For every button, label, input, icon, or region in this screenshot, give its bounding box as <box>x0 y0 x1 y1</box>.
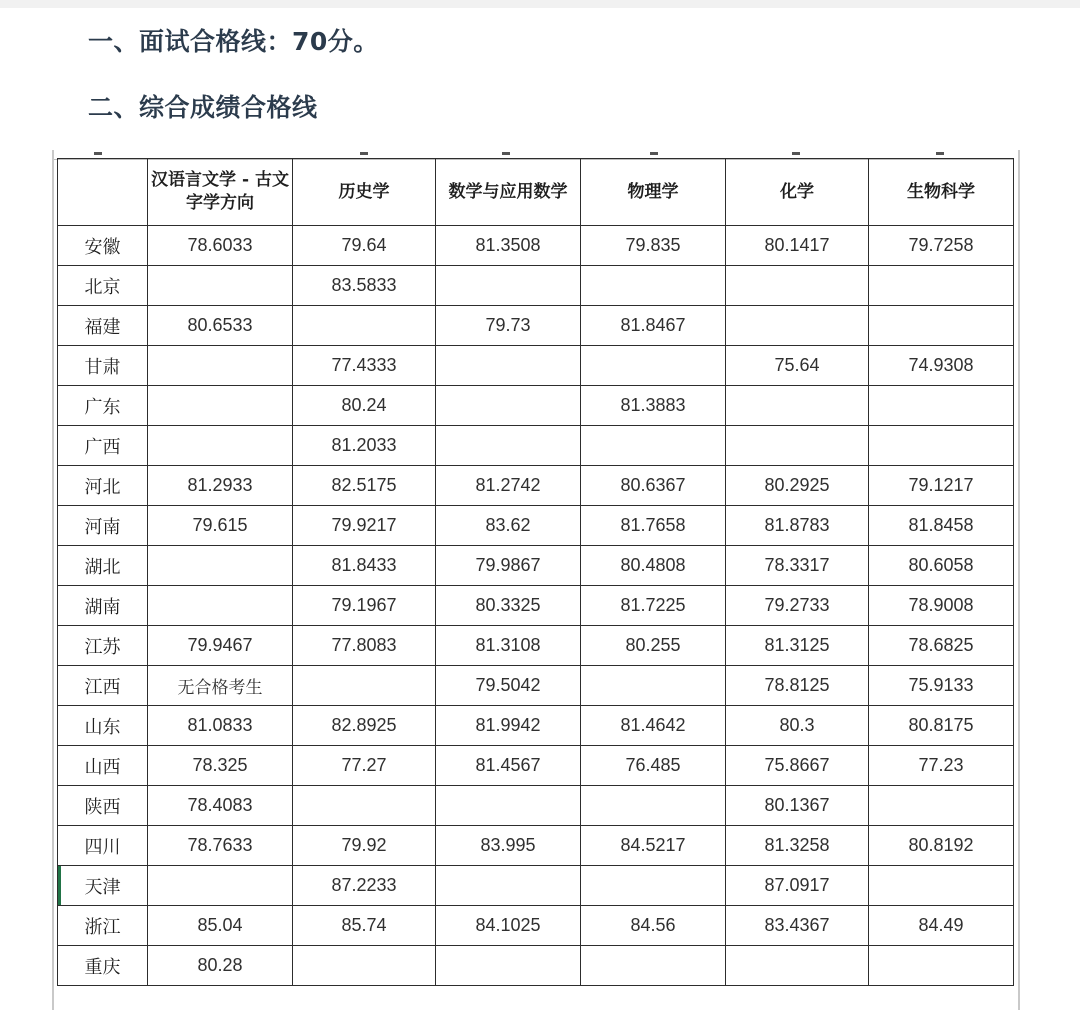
score-cell-history: 82.5175 <box>293 466 436 506</box>
score-cell-physics <box>581 346 726 386</box>
score-cell-history: 87.2233 <box>293 866 436 906</box>
column-header-province <box>58 159 148 226</box>
score-cell-history: 81.8433 <box>293 546 436 586</box>
score-cell-mathematics <box>436 946 581 986</box>
table-row <box>58 746 1014 786</box>
province-cell: 陕西 <box>58 786 148 826</box>
interview-passing-line-heading: 一、面试合格线：70分。 <box>88 27 379 56</box>
score-cell-biology <box>869 786 1014 826</box>
score-cell-physics: 84.5217 <box>581 826 726 866</box>
score-cell-biology: 78.6825 <box>869 626 1014 666</box>
score-cell-chemistry: 81.8783 <box>726 506 869 546</box>
score-cell-chemistry <box>726 266 869 306</box>
score-cell-chinese-paleography <box>148 386 293 426</box>
score-cell-chinese-paleography: 78.4083 <box>148 786 293 826</box>
score-cell-biology: 78.9008 <box>869 586 1014 626</box>
table-row <box>58 786 1014 826</box>
score-cell-biology <box>869 946 1014 986</box>
score-cell-mathematics <box>436 266 581 306</box>
score-cell-history: 82.8925 <box>293 706 436 746</box>
table-row <box>58 906 1014 946</box>
province-cell: 浙江 <box>58 906 148 946</box>
score-cell-history <box>293 786 436 826</box>
score-cell-chinese-paleography: 80.28 <box>148 946 293 986</box>
score-cell-chemistry: 83.4367 <box>726 906 869 946</box>
score-cell-biology: 81.8458 <box>869 506 1014 546</box>
composite-score-passing-line-heading: 二、综合成绩合格线 <box>88 93 318 122</box>
score-cell-biology <box>869 306 1014 346</box>
score-cell-mathematics: 83.62 <box>436 506 581 546</box>
score-cell-chinese-paleography <box>148 866 293 906</box>
score-cell-physics: 81.7658 <box>581 506 726 546</box>
score-cell-mathematics <box>436 866 581 906</box>
score-cell-biology <box>869 866 1014 906</box>
score-cell-mathematics: 81.9942 <box>436 706 581 746</box>
score-cell-chinese-paleography <box>148 346 293 386</box>
score-cell-chemistry: 75.8667 <box>726 746 869 786</box>
score-cell-history: 79.92 <box>293 826 436 866</box>
table-row <box>58 826 1014 866</box>
province-cell: 山西 <box>58 746 148 786</box>
score-cell-biology: 77.23 <box>869 746 1014 786</box>
score-cell-biology <box>869 426 1014 466</box>
score-cell-biology <box>869 266 1014 306</box>
table-row <box>58 946 1014 986</box>
score-cell-chinese-paleography <box>148 586 293 626</box>
province-cell: 安徽 <box>58 226 148 266</box>
table-row <box>58 426 1014 466</box>
score-cell-biology: 84.49 <box>869 906 1014 946</box>
score-cell-biology: 80.8175 <box>869 706 1014 746</box>
score-cell-chemistry <box>726 426 869 466</box>
score-cell-biology: 74.9308 <box>869 346 1014 386</box>
score-cell-history: 77.27 <box>293 746 436 786</box>
score-cell-chemistry: 80.3 <box>726 706 869 746</box>
score-cell-biology: 80.8192 <box>869 826 1014 866</box>
score-cell-biology: 80.6058 <box>869 546 1014 586</box>
column-header-history: 历史学 <box>293 159 436 226</box>
score-cell-chemistry: 78.3317 <box>726 546 869 586</box>
score-cell-biology: 79.1217 <box>869 466 1014 506</box>
score-cell-biology <box>869 386 1014 426</box>
score-cell-chemistry <box>726 386 869 426</box>
cropped-glyph-mark <box>650 152 658 155</box>
score-cell-chinese-paleography: 81.0833 <box>148 706 293 746</box>
province-cell: 河南 <box>58 506 148 546</box>
score-cell-history <box>293 666 436 706</box>
score-cell-chemistry: 87.0917 <box>726 866 869 906</box>
score-cell-chinese-paleography: 无合格考生 <box>148 666 293 706</box>
score-cell-chemistry: 80.1417 <box>726 226 869 266</box>
province-cell: 福建 <box>58 306 148 346</box>
cropped-glyph-mark <box>792 152 800 155</box>
score-cell-chinese-paleography: 79.615 <box>148 506 293 546</box>
table-row <box>58 466 1014 506</box>
score-cell-chinese-paleography: 78.325 <box>148 746 293 786</box>
score-cell-history: 83.5833 <box>293 266 436 306</box>
score-cell-mathematics: 81.3508 <box>436 226 581 266</box>
table-row <box>58 586 1014 626</box>
score-cell-chinese-paleography <box>148 546 293 586</box>
score-cell-history: 79.1967 <box>293 586 436 626</box>
score-cell-chinese-paleography: 81.2933 <box>148 466 293 506</box>
table-row <box>58 706 1014 746</box>
score-cell-chemistry: 78.8125 <box>726 666 869 706</box>
score-cell-physics: 84.56 <box>581 906 726 946</box>
table-row <box>58 346 1014 386</box>
score-cell-chemistry: 80.2925 <box>726 466 869 506</box>
score-cell-mathematics: 79.9867 <box>436 546 581 586</box>
score-cell-physics: 81.7225 <box>581 586 726 626</box>
score-cell-physics <box>581 946 726 986</box>
score-cell-physics <box>581 266 726 306</box>
score-cell-chinese-paleography <box>148 266 293 306</box>
province-cell: 广西 <box>58 426 148 466</box>
column-header-chemistry: 化学 <box>726 159 869 226</box>
table-header-row <box>58 159 1014 226</box>
table-row <box>58 546 1014 586</box>
province-cell: 甘肃 <box>58 346 148 386</box>
score-cell-history: 79.9217 <box>293 506 436 546</box>
score-cell-chemistry: 81.3125 <box>726 626 869 666</box>
score-cell-mathematics: 79.73 <box>436 306 581 346</box>
score-cell-chinese-paleography: 80.6533 <box>148 306 293 346</box>
table-row <box>58 226 1014 266</box>
cropped-glyph-mark <box>94 152 102 155</box>
province-cell: 河北 <box>58 466 148 506</box>
top-bar <box>0 0 1080 8</box>
score-cell-physics: 81.8467 <box>581 306 726 346</box>
table-row <box>58 866 1014 906</box>
score-cell-chinese-paleography: 78.6033 <box>148 226 293 266</box>
province-cell: 江苏 <box>58 626 148 666</box>
score-cell-physics <box>581 866 726 906</box>
cropped-glyph-mark <box>502 152 510 155</box>
score-cell-history: 77.8083 <box>293 626 436 666</box>
score-cell-mathematics <box>436 346 581 386</box>
province-cell: 山东 <box>58 706 148 746</box>
score-cell-mathematics <box>436 426 581 466</box>
passing-score-table <box>57 158 1014 986</box>
column-header-biology: 生物科学 <box>869 159 1014 226</box>
score-cell-mathematics <box>436 786 581 826</box>
score-cell-physics: 80.6367 <box>581 466 726 506</box>
table-row <box>58 386 1014 426</box>
score-cell-physics: 76.485 <box>581 746 726 786</box>
score-cell-physics <box>581 786 726 826</box>
score-cell-history: 85.74 <box>293 906 436 946</box>
score-cell-physics: 81.3883 <box>581 386 726 426</box>
score-cell-physics: 81.4642 <box>581 706 726 746</box>
column-header-mathematics: 数学与应用数学 <box>436 159 581 226</box>
province-cell: 江西 <box>58 666 148 706</box>
score-cell-mathematics: 80.3325 <box>436 586 581 626</box>
score-cell-chinese-paleography <box>148 426 293 466</box>
score-cell-biology: 79.7258 <box>869 226 1014 266</box>
score-cell-mathematics <box>436 386 581 426</box>
province-cell: 重庆 <box>58 946 148 986</box>
score-cell-physics <box>581 666 726 706</box>
score-cell-mathematics: 83.995 <box>436 826 581 866</box>
score-cell-mathematics: 81.4567 <box>436 746 581 786</box>
cropped-glyph-mark <box>936 152 944 155</box>
column-header-physics: 物理学 <box>581 159 726 226</box>
score-cell-chinese-paleography: 85.04 <box>148 906 293 946</box>
cropped-glyph-mark <box>360 152 368 155</box>
score-cell-chemistry: 79.2733 <box>726 586 869 626</box>
score-cell-history: 80.24 <box>293 386 436 426</box>
province-cell: 北京 <box>58 266 148 306</box>
table-row <box>58 666 1014 706</box>
score-cell-mathematics: 84.1025 <box>436 906 581 946</box>
score-cell-physics: 80.4808 <box>581 546 726 586</box>
score-cell-mathematics: 81.3108 <box>436 626 581 666</box>
score-cell-mathematics: 79.5042 <box>436 666 581 706</box>
score-cell-history: 77.4333 <box>293 346 436 386</box>
score-cell-mathematics: 81.2742 <box>436 466 581 506</box>
province-cell: 天津 <box>58 866 148 906</box>
table-row <box>58 306 1014 346</box>
score-cell-physics: 79.835 <box>581 226 726 266</box>
table-row <box>58 626 1014 666</box>
table-row <box>58 266 1014 306</box>
province-cell: 广东 <box>58 386 148 426</box>
score-cell-history: 81.2033 <box>293 426 436 466</box>
score-cell-chinese-paleography: 78.7633 <box>148 826 293 866</box>
province-cell: 湖南 <box>58 586 148 626</box>
province-cell: 湖北 <box>58 546 148 586</box>
score-cell-chemistry: 81.3258 <box>726 826 869 866</box>
table-row <box>58 506 1014 546</box>
score-cell-chemistry: 80.1367 <box>726 786 869 826</box>
spreadsheet-screenshot <box>52 150 1020 1010</box>
score-cell-biology: 75.9133 <box>869 666 1014 706</box>
column-header-chinese-paleography: 汉语言文学 - 古文字学方向 <box>148 159 293 226</box>
province-cell: 四川 <box>58 826 148 866</box>
score-cell-physics <box>581 426 726 466</box>
score-cell-history <box>293 946 436 986</box>
score-cell-history: 79.64 <box>293 226 436 266</box>
score-cell-physics: 80.255 <box>581 626 726 666</box>
score-cell-history <box>293 306 436 346</box>
score-cell-chinese-paleography: 79.9467 <box>148 626 293 666</box>
score-cell-chemistry <box>726 946 869 986</box>
score-cell-chemistry <box>726 306 869 346</box>
score-cell-chemistry: 75.64 <box>726 346 869 386</box>
